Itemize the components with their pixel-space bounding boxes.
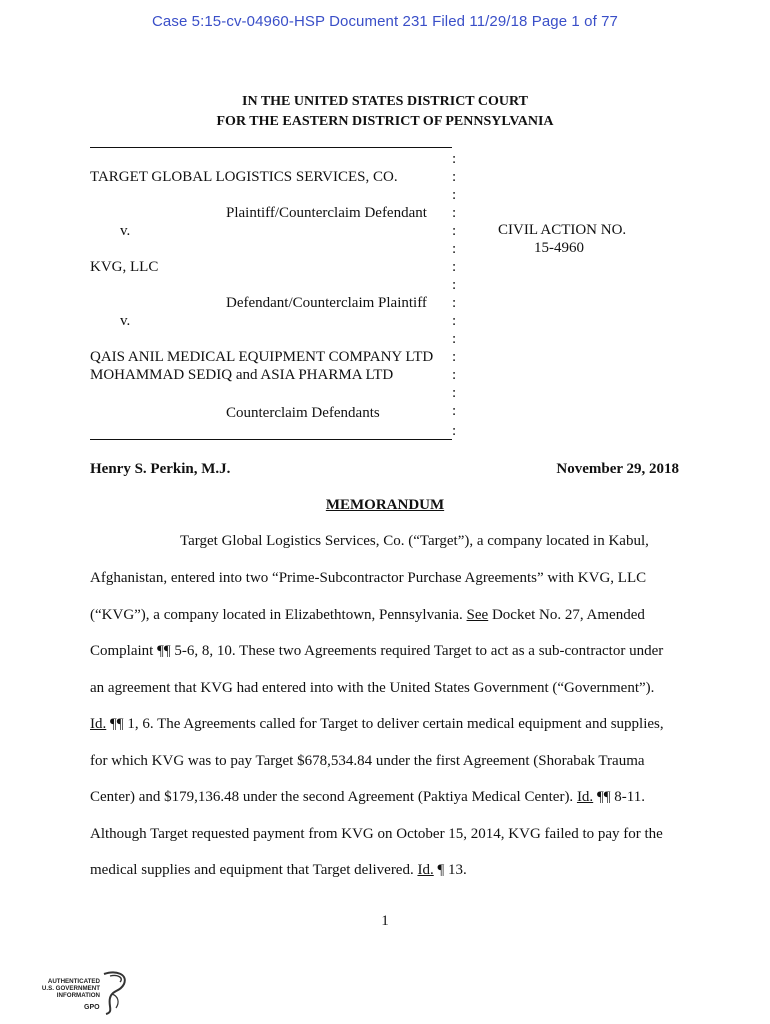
counterclaim-defendant-1: QAIS ANIL MEDICAL EQUIPMENT COMPANY LTD <box>90 349 434 365</box>
colon: : <box>452 223 457 239</box>
colon: : <box>452 241 457 257</box>
body-text-span: medical supplies and equipment that Target delivered. <box>90 862 418 878</box>
judge-name: Henry S. Perkin, M.J. <box>90 461 231 477</box>
defendant-name: KVG, LLC <box>90 259 159 275</box>
document-title <box>0 497 770 514</box>
body-text-span: ¶¶ 8-11. <box>593 789 645 805</box>
colon: : <box>452 151 457 167</box>
civil-action-label: CIVIL ACTION NO. <box>498 222 627 238</box>
colon: : <box>452 349 457 365</box>
case-header: Case 5:15-cv-04960-HSP Document 231 Filed 11/29/18 Page 1 of 77 <box>151 13 619 30</box>
memorandum-heading: MEMORANDUM <box>325 497 445 513</box>
body-line-1: Target Global Logistics Services, Co. (“Target”), a company located in Kabul, <box>180 533 649 549</box>
body-line-3 <box>90 607 645 624</box>
body-line-6 <box>90 716 664 733</box>
body-line-8 <box>90 789 645 806</box>
logo-gpo: GPO <box>84 1004 100 1011</box>
filing-date: November 29, 2018 <box>556 461 679 477</box>
court-name-line-2: FOR THE EASTERN DISTRICT OF PENNSYLVANIA <box>216 114 554 129</box>
colon: : <box>452 277 457 293</box>
body-line-10 <box>90 862 467 879</box>
colon: : <box>452 423 457 439</box>
case-number: 15-4960 <box>534 240 584 256</box>
plaintiff-name: TARGET GLOBAL LOGISTICS SERVICES, CO. <box>90 169 398 185</box>
citation-id: Id. <box>417 862 434 878</box>
colon: : <box>452 187 457 203</box>
body-text-span: ¶¶ 1, 6. The Agreements called for Target to deliver certain medical equipment and supplies, <box>106 716 664 732</box>
defendant-role: Defendant/Counterclaim Plaintiff <box>226 295 427 311</box>
citation-signal: See <box>466 607 489 623</box>
gpo-authenticated-logo <box>40 968 140 1016</box>
versus-2: v. <box>120 313 131 329</box>
logo-line: INFORMATION <box>56 992 100 999</box>
counterclaim-defendant-2: MOHAMMAD SEDIQ and ASIA PHARMA LTD <box>90 367 394 383</box>
page-number: 1 <box>381 913 389 929</box>
citation-id: Id. <box>576 789 594 805</box>
body-line-7: for which KVG was to pay Target $678,534.84 under the first Agreement (Shorabak Trauma <box>90 753 645 769</box>
colon: : <box>452 367 457 383</box>
colon: : <box>452 403 457 419</box>
body-text-span: ¶ 13. <box>433 862 467 878</box>
plaintiff-role: Plaintiff/Counterclaim Defendant <box>226 205 427 221</box>
caption-top-rule <box>90 147 452 148</box>
colon: : <box>452 385 457 401</box>
colon: : <box>452 169 457 185</box>
court-name-line-1: IN THE UNITED STATES DISTRICT COURT <box>242 94 528 109</box>
citation-id: Id. <box>90 716 107 732</box>
versus-1: v. <box>120 223 131 239</box>
body-line-4: Complaint ¶¶ 5-6, 8, 10. These two Agreements required Target to act as a sub-contractor under <box>90 643 664 659</box>
colon: : <box>452 295 457 311</box>
colon: : <box>452 313 457 329</box>
body-text-span: Center) and $179,136.48 under the second Agreement (Paktiya Medical Center). <box>90 789 577 805</box>
body-text-span: Docket No. 27, Amended <box>488 607 645 623</box>
counterclaim-role: Counterclaim Defendants <box>226 405 380 421</box>
body-line-9: Although Target requested payment from KVG on October 15, 2014, KVG failed to pay for the <box>90 826 663 842</box>
eagle-icon <box>40 968 140 1016</box>
caption-bottom-rule <box>90 439 452 440</box>
logo-line: AUTHENTICATED <box>47 978 100 985</box>
body-line-2: Afghanistan, entered into two “Prime-Subcontractor Purchase Agreements” with KVG, LLC <box>90 570 647 586</box>
logo-line: U.S. GOVERNMENT <box>41 985 100 992</box>
colon: : <box>452 259 457 275</box>
colon: : <box>452 205 457 221</box>
body-text-span: (“KVG”), a company located in Elizabethtown, Pennsylvania. <box>90 607 467 623</box>
colon: : <box>452 331 457 347</box>
body-line-5: an agreement that KVG had entered into with the United States Government (“Government”). <box>90 680 655 696</box>
